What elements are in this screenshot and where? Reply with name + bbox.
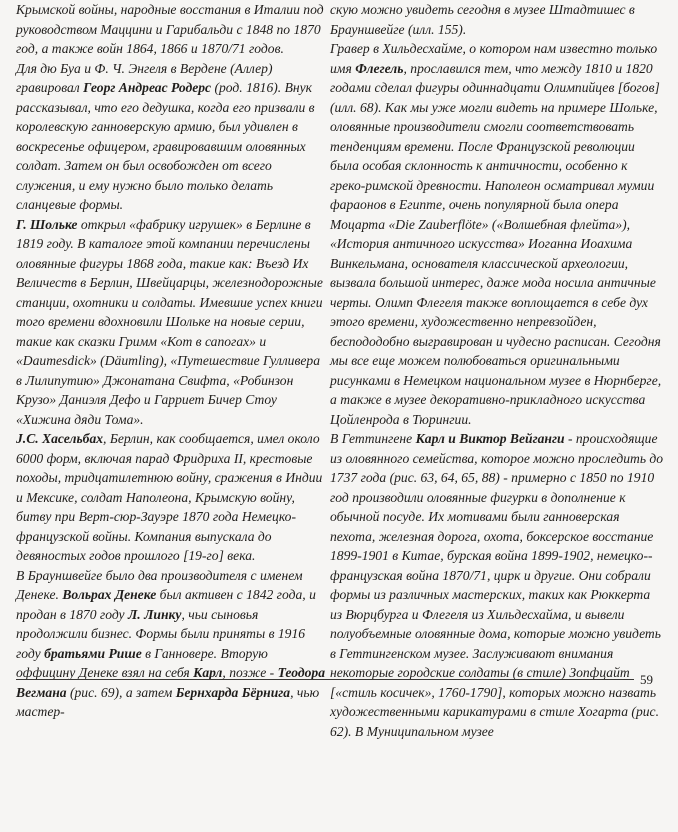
bold-name: Флегель	[355, 60, 404, 76]
page-number: 59	[640, 672, 653, 687]
text-run: был активен с 1842 года, и продан в 1870 году	[16, 587, 316, 622]
bold-name: Карл и Виктор Вейганги	[415, 431, 565, 446]
text-run: (рис. 69), а затем	[66, 684, 176, 700]
text-run: , позже -	[222, 665, 278, 680]
bold-name: J.C. Хасельбах	[16, 431, 104, 446]
paragraph	[330, 0, 664, 39]
bold-name: Теодора Вегмана	[16, 665, 325, 700]
text-run: Для дю Буа и Ф. Ч. Энгеля в Вердене (Аллер) гравировал	[16, 60, 273, 95]
footer-rule	[16, 679, 634, 680]
text-run: , прославился тем, что между 1810 и 1820 годами сделал фигуры одиннадцати Олимпийцев [богов] (илл. 68). Как мы уже могли видеть на примере Шольке, оловянные производители смогли соответствовать тенденциям времени. После Французской революции была особая склонность к античности, особенно к греко-римской древности. Наполеон осматривал мумии фараонов в Египте, очень популярной была опера Моцарта «Die Zauberflöte» («Волшебная флейта»), «История античного искусства» Иоганна Иоахима Винкельмана, основателя классической археологии, вызвала большой интерес, даже мода носила античные черты. Олимп Флегеля также воплощается в себе дух этого времени, художественно непревзойден, беспододобно выгравирован и чудесно расписан. Сегодня мы все еще можем полюбоваться оригинальными рисунками в Немецком национальном музее в Нюрнберге, а также в музее декоративно-прикладного искусства Цойленрода в Тюрингии.	[330, 60, 662, 427]
paragraph	[16, 0, 327, 59]
text-run: В Брауншвейге было два производителя с именем Денеке.	[16, 567, 303, 602]
text-run: , чью мастер-	[16, 684, 320, 719]
text-run: открыл «фабрику игрушек» в Берлине в 1819 году. В каталоге этой компании перечислены оловянные фигуры 1868 года, такие как: Въезд Их Величеств в Берлин, Швейцарцы, железнодорожные станции, охотники и солдаты. Имевшие успех книги того времени вдохновили Шольке на новые серии, такие как сказки Гримм «Кот в сапогах» и «Daumesdick» (Däumling), «Путешествие Гулливера в Лилипутию» Джонатана Свифта, «Робинзон Крузо» Даниэля Дефо и Гарриет Бичер Стоу «Хижина дяди Тома».	[16, 216, 323, 427]
text-run: - происходящие из оловянного семейства, которое можно проследить до 1737 года (рис. 63, 64, 65, 88) - примерно с 1850 по 1910 год производили оловянные фигурки в дополнение к обычной посуде. Их мотивами были ганноверская пехота, железная дорога, охота, боксерское восстание 1899-1901 в Китае, бурская война 1899-1902, немецко--французская война 1870/71, цирк и другие. Они собрали формы из различных мастерских, таких как Рюккерта из Вюрцбурга и Флегеля из Хильдесхайма, и вывели полуобъемные оловянные дома, которые можно увидеть в Геттингенском музее. Заслуживают внимания некоторые городские солдаты (в стиле) Зопфцайт [«стиль косичек», 1760-1790], которых можно назвать художественными карикатурами в стиле Хогарта (рис. 62). В Муниципальном музее	[330, 431, 664, 739]
bold-name: Вольрах Денеке	[62, 587, 157, 602]
paragraph	[16, 566, 327, 722]
bold-name: Л. Линку	[127, 606, 182, 622]
left-column	[16, 0, 327, 722]
paragraph	[16, 215, 327, 430]
text-run: , чьи сыновья продолжили бизнес. Формы были приняты в 1916 году	[16, 606, 306, 661]
text-run: В Геттингене	[330, 431, 416, 446]
paragraph	[16, 59, 327, 215]
bold-name: братьями Рише	[44, 645, 142, 661]
right-column	[330, 0, 664, 741]
bold-name: Бернхарда Бёрнига	[175, 684, 291, 700]
text-run: Крымской войны, народные восстания в Италии под руководством Маццини и Гарибальди с 1848 по 1870 год, а также войн 1864, 1866 и 1870/71 годов.	[16, 2, 324, 56]
text-run: скую можно увидеть сегодня в музее Штадтишес в Брауншвейге (илл. 155).	[330, 2, 635, 37]
bold-name: Карл	[193, 665, 223, 680]
paragraph	[330, 39, 664, 429]
text-run: , Берлин, как сообщается, имел около 6000 форм, включая парад Фридриха II, крестовые походы, тридцатилетнюю войну, сражения в Индии и Мексике, солдат Наполеона, Крымскую войну, битву при Верт-сюр-Зауэре 1870 года Немецко-французской войны. Компания выпускала до девяностых годов прошлого [19-го] века.	[16, 431, 323, 563]
text-run: Гравер в Хильдесхайме, о котором нам известно только имя	[330, 41, 658, 76]
paragraph	[330, 429, 664, 741]
text-run: (род. 1816). Внук рассказывал, что его дедушка, когда его призвали в королевскую ганноверскую армию, был удивлен в воскресенье офицером, гравировавшим оловянных солдат. Затем он был освобожден от всего служения, и ему нужно было только делать сланцевые формы.	[16, 80, 315, 212]
bold-name: Г. Шольке	[16, 216, 78, 232]
bold-name: Георг Андреас Родерс	[83, 80, 212, 95]
text-run: в Ганновере. Вторую оффицину Денеке взял на себя	[16, 645, 268, 680]
paragraph	[16, 429, 327, 566]
